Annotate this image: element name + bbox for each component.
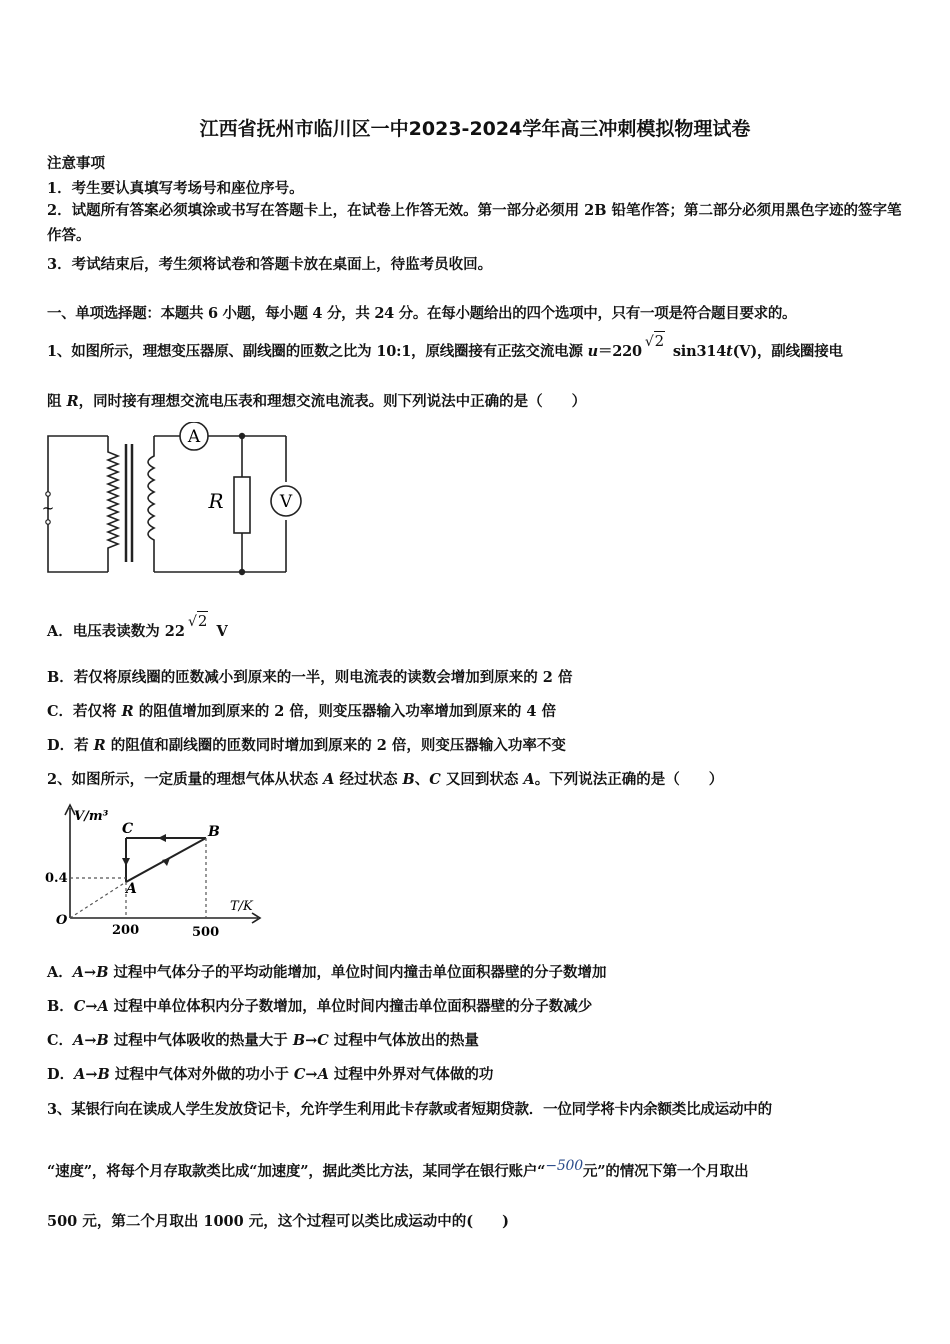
text-segment: 过程中气体分子的平均动能增加，单位时间内撞击单位面积器壁的分子数增加 (108, 964, 607, 981)
text-segment: B (96, 964, 109, 981)
q1-stem-line2 (47, 390, 907, 411)
text-segment: B． (47, 998, 74, 1015)
q3-line2b: 元”的情况下第一个月取出 (582, 1163, 749, 1180)
text-segment: 过程中气体吸收的热量大于 (108, 1032, 293, 1049)
text-segment: 、 (414, 771, 430, 788)
voltmeter-label: V (279, 492, 293, 512)
source-symbol: ~ (41, 499, 55, 517)
q1-sqrt: √2 (644, 332, 664, 350)
q1-option-a (47, 612, 907, 641)
text-segment: 经过状态 (334, 771, 403, 788)
text-segment: B (97, 1066, 110, 1083)
text-segment: → (305, 1066, 318, 1083)
text-segment: A (317, 1066, 329, 1083)
q1-stem-e: ，同时接有理想交流电压表和理想交流电流表。则下列说法中正确的是（ ） (78, 393, 587, 410)
q1-stem-end: (V)，副线圈接电 (732, 343, 843, 360)
q2-stem-text (47, 771, 723, 788)
q1-option-b: B．若仅将原线圈的匝数减小到原来的一半，则电流表的读数会增加到原来的 2 倍 (47, 669, 573, 686)
q1-stem-line1 (47, 332, 907, 361)
point-b-label: B (208, 824, 220, 840)
q1-option-c-b: 的阻值增加到原来的 2 倍，则变压器输入功率增加到原来的 4 倍 (133, 703, 557, 720)
text-segment: → (85, 998, 98, 1015)
text-segment: 又回到状态 (440, 771, 524, 788)
resistor-label: R (208, 489, 224, 513)
q1-option-d (47, 734, 907, 755)
q1-u-eq: ＝220 (597, 343, 642, 360)
text-segment: A (74, 1066, 86, 1083)
text-segment: A (523, 771, 535, 788)
q2-option-d-text (47, 1066, 493, 1083)
q1-option-d-b: 的阻值和副线圈的匝数同时增加到原来的 2 倍，则变压器输入功率不变 (105, 737, 566, 754)
notice-item-3: 3．考试结束后，考生须将试卷和答题卡放在桌面上，待监考员收回。 (47, 256, 493, 273)
q2-vt-graph (40, 800, 280, 940)
resistor-box (234, 477, 250, 533)
text-segment: A． (47, 964, 73, 981)
text-segment: C (293, 1066, 306, 1083)
notice-item-1: 1．考生要认真填写考场号和座位序号。 (47, 180, 304, 197)
graph-x-tick-200: 200 (112, 923, 140, 938)
text-segment: 。下列说法正确的是（ ） (534, 771, 724, 788)
notice-heading: 注意事项 (47, 155, 105, 172)
text-segment: D． (47, 1066, 75, 1083)
exam-title: 江西省抚州市临川区一中2023-2024学年高三冲刺模拟物理试卷 (199, 118, 751, 140)
q2-option-a (47, 961, 907, 982)
point-a-label: A (126, 881, 137, 897)
q1-stem-d: 阻 (47, 393, 67, 410)
q3-line2a: “速度”，将每个月存取款类比成“加速度”，据此类比方法，某同学在银行账户“ (47, 1163, 546, 1180)
point-c-label: C (122, 821, 134, 837)
text-segment: 过程中外界对气体做的功 (328, 1066, 494, 1083)
q1-option-c (47, 700, 907, 721)
arrow-b-c (158, 834, 166, 842)
text-segment: A (97, 998, 109, 1015)
text-segment: C (317, 1032, 329, 1049)
ammeter-label: A (187, 427, 201, 447)
q3-neg500: −500 (545, 1158, 583, 1174)
q1-stem-text: 1、如图所示，理想变压器原、副线圈的匝数之比为 10:1，原线圈接有正弦交流电源 (47, 343, 588, 360)
q3-line2 (47, 1160, 907, 1181)
text-segment: → (84, 1032, 97, 1049)
q1-option-c-a: C．若仅将 (47, 703, 122, 720)
q1-r-var: R (66, 393, 79, 410)
primary-loop-wire (48, 436, 108, 572)
primary-coil (108, 436, 118, 572)
q1-sin-text: sin314 (668, 343, 727, 360)
section-heading: 一、单项选择题：本题共 6 小题，每小题 4 分，共 24 分。在每小题给出的四个选项中，只有一项是符合题目要求的。 (47, 305, 797, 322)
text-segment: B (96, 1032, 109, 1049)
graph-origin: O (56, 913, 68, 928)
q1-sqrt-num: 2 (654, 332, 664, 350)
text-segment: C (73, 998, 86, 1015)
q1-option-d-a: D．若 (47, 737, 94, 754)
notice-item-2: 2．试题所有答案必须填涂或书写在答题卡上，在试卷上作答无效。第一部分必须用 2B 铅笔作答；第二部分必须用黑色字迹的签字笔作答。 (47, 202, 902, 244)
q1-option-c-var: R (121, 703, 134, 720)
source-terminal-top (46, 492, 50, 496)
q2-option-b (47, 995, 907, 1016)
q1-option-a-unit: V (211, 623, 228, 640)
q3-line3: 500 元，第二个月取出 1000 元，这个过程可以类比成运动中的( ) (47, 1213, 509, 1230)
text-segment: 2、如图所示，一定质量的理想气体从状态 (47, 771, 324, 788)
graph-y-tick: 0.4 (45, 871, 68, 886)
graph-xlabel: T/K (230, 899, 253, 914)
graph-ylabel: V/m³ (74, 809, 109, 824)
q2-stem (47, 768, 907, 789)
q1-t-var: t (726, 343, 733, 360)
source-terminal-bottom (46, 520, 50, 524)
q1-option-a-sqrt-num: 2 (197, 612, 208, 630)
junction-top (239, 433, 245, 439)
text-segment: → (305, 1032, 318, 1049)
text-segment: A (323, 771, 335, 788)
q2-option-a-text (47, 964, 607, 981)
q2-option-b-text (47, 998, 592, 1015)
q2-option-c (47, 1029, 907, 1050)
text-segment: B (292, 1032, 306, 1049)
text-segment: 过程中气体放出的热量 (328, 1032, 479, 1049)
text-segment: A (72, 964, 85, 981)
text-segment: → (84, 964, 97, 981)
q3-line1: 3、某银行向在读成人学生发放贷记卡，允许学生利用此卡存款或者短期贷款．一位同学将卡内余额类比成运动中的 (47, 1101, 772, 1118)
q1-u-var: u (587, 343, 598, 360)
arrow-c-a (122, 858, 130, 866)
q2-option-d (47, 1063, 907, 1084)
text-segment: C (429, 771, 441, 788)
graph-x-tick-500: 500 (192, 925, 220, 940)
text-segment: A (73, 1032, 85, 1049)
dashed-origin-a (70, 882, 126, 918)
q1-option-a-sqrt: √2 (187, 612, 208, 630)
text-segment: → (85, 1066, 98, 1083)
secondary-coil (148, 436, 154, 572)
q1-option-d-var: R (93, 737, 106, 754)
text-segment: 过程中气体对外做的功小于 (109, 1066, 294, 1083)
text-segment: B (402, 771, 415, 788)
q2-option-c-text (47, 1032, 479, 1049)
q1-circuit-figure (40, 422, 310, 582)
junction-bottom (239, 569, 245, 575)
text-segment: C． (47, 1032, 74, 1049)
q1-option-a-text: A．电压表读数为 22 (47, 623, 185, 640)
text-segment: 过程中单位体积内分子数增加，单位时间内撞击单位面积器壁的分子数减少 (108, 998, 593, 1015)
